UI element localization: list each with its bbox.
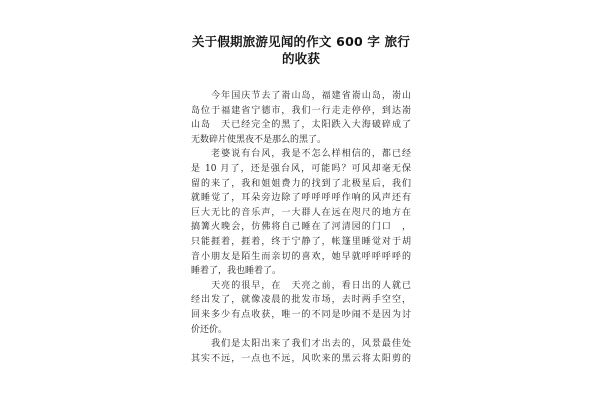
article-title-line: 关于假期旅游见闻的作文 600 字 旅行	[191, 34, 411, 49]
paragraph	[191, 337, 411, 366]
text-line: 我们是太阳出来了我们才出去的，风景最佳处	[191, 339, 411, 350]
text-line: 搞篝火晚会，仿佛将自己睡在了河清园的门口 ，	[191, 222, 411, 233]
text-line: 睡着了，我也睡着了。	[191, 266, 282, 277]
text-line: 就睡觉了，耳朵旁边除了呼呼呼呼作响的风声还有	[191, 193, 411, 204]
text-line: 巨大无比的音乐声，一大群人在远在咫尺的地方在	[191, 207, 411, 218]
article-title-line: 的收获	[281, 51, 321, 66]
paragraph	[191, 279, 411, 337]
paragraph	[191, 89, 411, 147]
text-line: 天亮的很早，在 天亮之前，看日出的人就已	[191, 280, 411, 291]
text-line: 回来多少有点收获，唯一的不同是吵闹不是因为讨	[191, 309, 411, 320]
text-line: 音小朋友是陌生而亲切的喜欢，她早就呼呼呼呼的	[191, 251, 411, 262]
text-line: 是 10 月了，还是强台风，可能吗？可风却毫无保	[191, 163, 411, 174]
document-body	[191, 33, 411, 400]
text-line: 老婆说有台风，我是不怎么样相信的，都已经	[191, 149, 411, 160]
text-line: 无数碎片使黑夜不是那么的黑了。	[191, 134, 327, 145]
paragraph	[191, 147, 411, 278]
text-line: 岛位于福建省宁德市，我们一行走走停停，到达嵛	[191, 105, 411, 116]
text-line: 其实不远，一点也不远，风吹来的黑云将太阳剪的	[191, 353, 411, 364]
text-line: 留的来了，我和姐姐费力的找到了北极星后，我们	[191, 178, 411, 189]
text-line: 只能捱着，捱着，终于宁静了，帐篷里睡觉对于胡	[191, 236, 411, 247]
article-title	[191, 33, 411, 67]
text-line: 今年国庆节去了嵛山岛，福建省嵛山岛，嵛山	[191, 91, 411, 101]
text-line: 价还价。	[191, 324, 228, 335]
text-line: 经出发了，就像凌晨的批发市场，去时两手空空，	[191, 295, 411, 306]
text-line: 山岛 天已经完全的黑了，太阳跌入大海破碎成了	[191, 120, 411, 131]
